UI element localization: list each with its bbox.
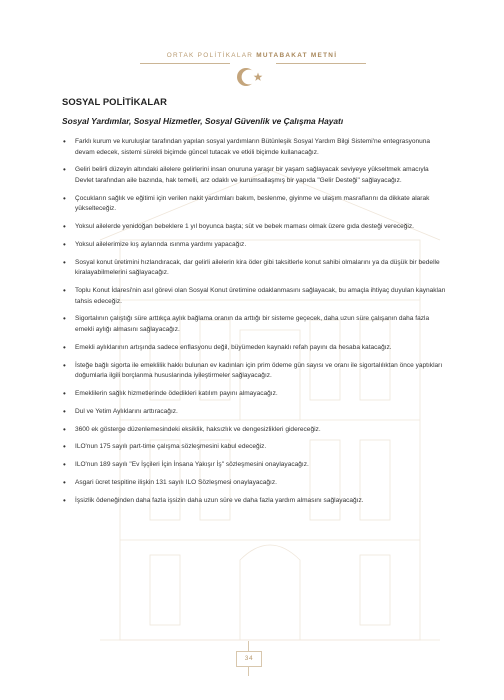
crescent-star-icon xyxy=(229,64,269,90)
page-number: 34 xyxy=(236,651,262,667)
bullet-icon: • xyxy=(63,239,66,249)
header-divider-right xyxy=(276,63,366,64)
bullet-icon: • xyxy=(63,495,66,505)
list-item: • Yoksul ailelerimize kış aylarında ısınma yardımı yapacağız. xyxy=(63,239,247,249)
bullet-icon: • xyxy=(63,360,66,370)
bullet-icon: • xyxy=(63,442,66,452)
list-item: • Toplu Konut İdaresi'nin asıl görevi olan Sosyal Konut üretimine odaklanmasını sağlayacak, bu amaçla ihtiyaç duyulan kaynakları tahsis edeceğiz. xyxy=(63,286,446,305)
bullet-icon: • xyxy=(63,460,66,470)
list-item: • ILO'nun 189 sayılı "Ev İşçileri İçin İnsana Yakışır İş" sözleşmesini onaylayacağız. xyxy=(63,460,309,470)
header-divider-left xyxy=(140,63,230,64)
list-item: • Asgari ücret tespitine ilişkin 131 sayılı ILO Sözleşmesi onaylayacağız. xyxy=(63,477,277,487)
list-item: • Farklı kurum ve kuruluşlar tarafından yapılan sosyal yardımların Bütünleşik Sosyal Yardım Bilgi Sistemi'ne entegrasyonuna devam edecek, sistemi sürekli biçimde güncel tutacak ve etkili biçimde kullanacağız. xyxy=(63,137,431,156)
list-item: • Sosyal konut üretimini hızlandıracak, dar gelirli ailelerin kira öder gibi taksitlerle konut sahibi olmalarını ya da düşük bir bedelle kiralayabilmelerini sağlayacağız. xyxy=(63,257,440,277)
header-bold-text: MUTABAKAT METNİ xyxy=(256,52,338,59)
list-item: • Dul ve Yetim Aylıklarını arttıracağız. xyxy=(63,406,178,416)
document-header xyxy=(0,52,504,59)
list-item: • ILO'nun 175 sayılı part-time çalışma sözleşmesini kabul edeceğiz. xyxy=(63,442,267,452)
list-item: • Geliri belirli düzeyin altındaki ailelere gelirlerini insan onuruna yaraşır bir yaşam sağlayacak seviyeye yükseltmek amacıyla Devlet tarafından aile bazında, hak temelli, arz odaklı ve kurumsallaşmış bir yapıda "Gelir Desteği" sağlayacağız. xyxy=(63,165,429,184)
list-item: • 3600 ek gösterge düzenlemesindeki eksiklik, haksızlık ve dengesizlikleri gidereceğiz. xyxy=(63,424,321,434)
section-title: SOSYAL POLİTİKALAR xyxy=(62,96,167,107)
header-light-text: ORTAK POLİTİKALAR xyxy=(166,52,254,59)
bullet-icon: • xyxy=(63,477,66,487)
page-number-connector-top xyxy=(248,641,249,651)
bullet-icon: • xyxy=(63,257,66,267)
bullet-icon: • xyxy=(63,314,66,324)
list-item: • Emekli aylıklarının artışında sadece enflasyonu değil, büyümeden kaynaklı refah payını da hesaba katacağız. xyxy=(63,342,392,352)
list-item: • Emeklilerin sağlık hizmetlerinde ödedikleri katılım payını almayacağız. xyxy=(63,388,278,398)
bullet-icon: • xyxy=(63,165,66,175)
list-item: • Çocukların sağlık ve eğitimi için verilen nakit yardımları bakım, beslenme, giyinme ve ulaşım masraflarını da dikkate alarak yükselteceğiz. xyxy=(63,193,430,213)
subtitle: Sosyal Yardımlar, Sosyal Hizmetler, Sosyal Güvenlik ve Çalışma Hayatı xyxy=(62,116,344,126)
page-number-connector-bottom xyxy=(248,666,249,676)
bullet-icon: • xyxy=(63,222,66,232)
policy-bullet-list xyxy=(62,137,446,513)
bullet-icon: • xyxy=(63,406,66,416)
list-item: • Yoksul ailelerde yenidoğan bebeklere 1 yıl boyunca başta; süt ve bebek maması olmak üzere gıda desteği vereceğiz. xyxy=(63,222,414,232)
bullet-icon: • xyxy=(63,137,66,146)
list-item: • Sigortalının çalıştığı süre arttıkça aylık bağlama oranın da arttığı bir sisteme geçecek, daha uzun süre çalışanın daha fazla emekli aylığı almasını sağlayacağız. xyxy=(63,314,430,334)
bullet-icon: • xyxy=(63,388,66,398)
bullet-icon: • xyxy=(63,424,66,434)
list-item: • İsteğe bağlı sigorta ile emeklilik hakkı bulunan ev kadınları için prim ödeme gün sayısı ve oranı ile sigortalılıktan önce yaptıkları doğumlarla ilgili borçlanma hususlarında iyileştirmeler sağlayacağız. xyxy=(63,360,443,380)
list-item: • İşsizlik ödeneğinden daha fazla işsizin daha uzun süre ve daha fazla yardım almasını sağlayacağız. xyxy=(63,495,364,505)
bullet-icon: • xyxy=(63,342,66,352)
bullet-icon: • xyxy=(63,286,66,296)
bullet-icon: • xyxy=(63,193,66,203)
